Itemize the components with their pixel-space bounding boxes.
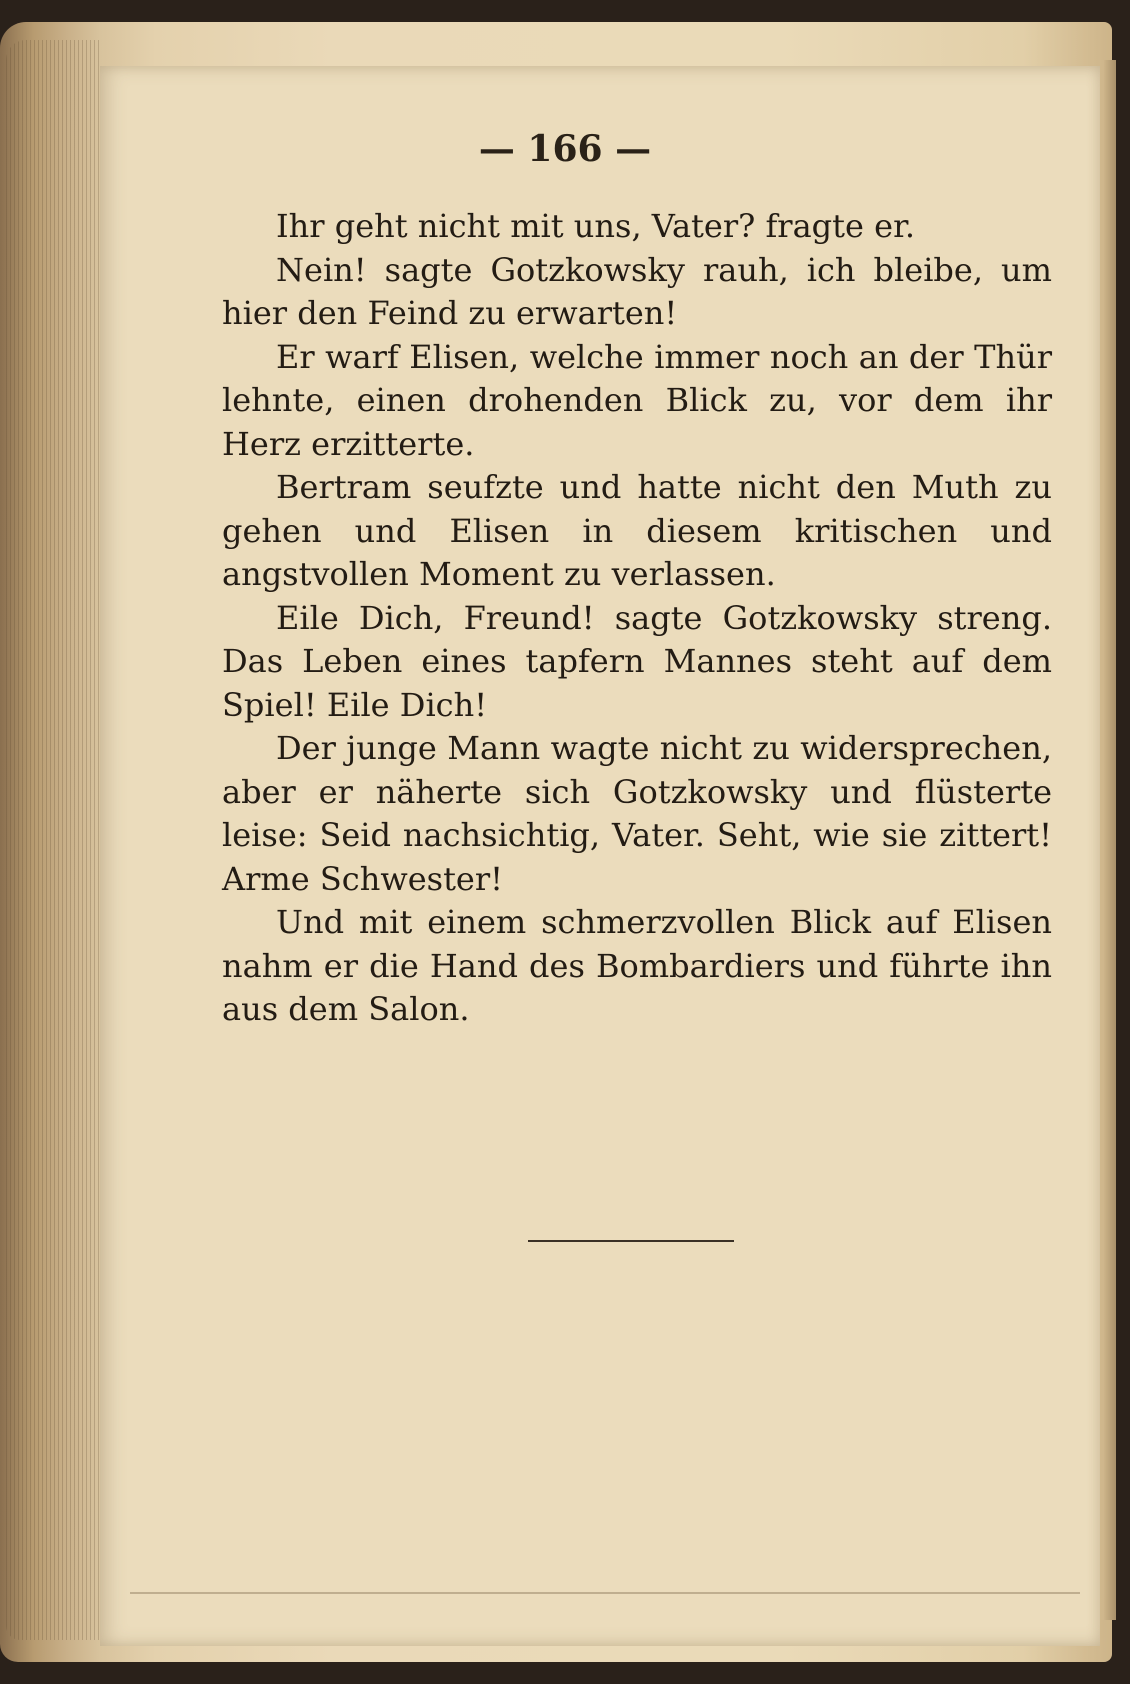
page-number: — 166 — bbox=[478, 128, 652, 170]
paragraph: Er warf Elisen, welche immer noch an der Thür lehnte, einen drohenden Blick zu, vor dem ihr Herz erzitterte. bbox=[222, 337, 1052, 463]
page-edges bbox=[6, 40, 101, 1640]
paragraph: Und mit einem schmerzvollen Blick auf Elisen nahm er die Hand des Bombardiers und führte ihn aus dem Salon. bbox=[222, 903, 1052, 1028]
section-divider bbox=[528, 1240, 734, 1242]
paragraph: Bertram seufzte und hatte nicht den Muth zu gehen und Elisen in diesem kritischen und angstvollen Moment zu verlassen. bbox=[222, 468, 1052, 593]
right-page-edge bbox=[1104, 60, 1116, 1620]
paragraph: Nein! sagte Gotzkowsky rauh, ich bleibe, um hier den Feind zu erwarten! bbox=[222, 250, 1052, 332]
paragraph: Ihr geht nicht mit uns, Vater? fragte er. bbox=[276, 207, 916, 245]
page-bottom-rule bbox=[130, 1592, 1080, 1594]
paragraph: Eile Dich, Freund! sagte Gotzkowsky streng. Das Leben eines tapfern Mannes steht auf dem Spiel! Eile Dich! bbox=[222, 598, 1052, 724]
paragraph: Der junge Mann wagte nicht zu widersprechen, aber er näherte sich Gotzkowsky und flüsterte leise: Seid nachsichtig, Vater. Seht, wie sie zittert! Arme Schwester! bbox=[222, 729, 1052, 898]
body-text bbox=[222, 205, 1052, 1032]
